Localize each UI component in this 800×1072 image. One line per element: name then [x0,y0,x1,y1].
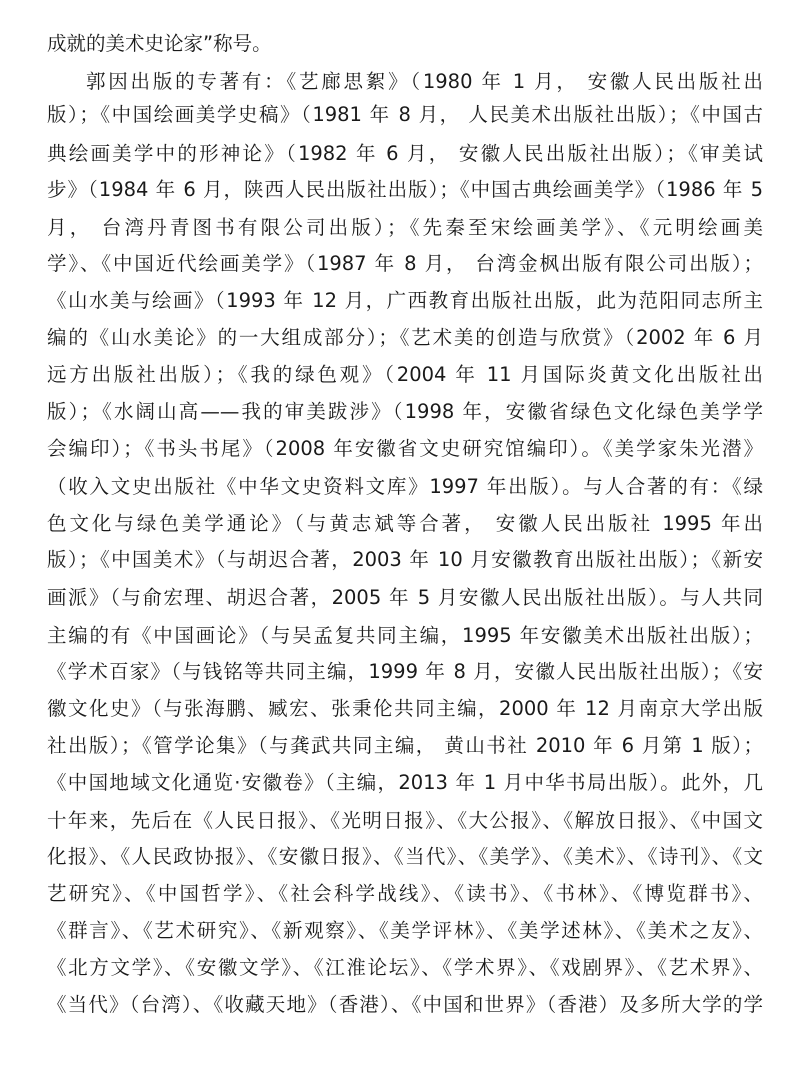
text-line: 社出版）；《管学论集》（与龚武共同主编， 黄山书社 2010 年 6 月第 1 版）； [47,734,763,757]
text-line: 典绘画美学中的形神论》（1982 年 6 月， 安徽人民出版社出版）；《审美试 [47,142,763,165]
paragraph-start-line: 郭因出版的专著有：《艺廊思絮》（1980 年 1 月， 安徽人民出版社出 [86,70,763,93]
text-line: 《当代》（台湾）、《收藏天地》（香港）、《中国和世界》（香港）及多所大学的学 [47,993,763,1016]
text-line: 主编的有《中国画论》（与吴孟复共同主编，1995 年安徽美术出版社出版）； [47,624,763,647]
text-line: 《中国地域文化通览·安徽卷》（主编，2013 年 1 月中华书局出版）。此外，几 [47,771,763,794]
text-line: 成就的美术史论家”称号。 [47,32,272,55]
text-line: 步》（1984 年 6 月，陕西人民出版社出版）；《中国古典绘画美学》（1986 年 5 [47,178,763,201]
text-line: 会编印）；《书头书尾》（2008 年安徽省文史研究馆编印）。《美学家朱光潜》 [47,437,763,460]
text-line: 徽文化史》（与张海鹏、臧宏、张秉伦共同主编，2000 年 12 月南京大学出版 [47,697,763,720]
text-line: 学》、《中国近代绘画美学》（1987 年 8 月， 台湾金枫出版有限公司出版）； [47,252,763,275]
text-line: 版）；《中国美术》（与胡迟合著，2003 年 10 月安徽教育出版社出版）；《新安 [47,548,763,571]
text-line: （收入文史出版社《中华文史资料文库》1997 年出版）。与人合著的有：《绿 [47,475,763,498]
text-line: 版）；《水阔山高——我的审美跋涉》（1998 年，安徽省绿色文化绿色美学学 [47,400,763,423]
text-line: 《学术百家》（与钱铭等共同主编，1999 年 8 月，安徽人民出版社出版）；《安 [47,660,763,683]
text-line: 画派》（与俞宏理、胡迟合著，2005 年 5 月安徽人民出版社出版）。与人共同 [47,586,763,609]
text-line: 十年来，先后在《人民日报》、《光明日报》、《大公报》、《解放日报》、《中国文 [47,809,763,832]
text-line: 远方出版社出版）；《我的绿色观》（2004 年 11 月国际炎黄文化出版社出 [47,363,763,386]
text-line: 《群言》、《艺术研究》、《新观察》、《美学评林》、《美学述林》、《美术之友》、 [47,919,763,942]
text-line: 月， 台湾丹青图书有限公司出版）；《先秦至宋绘画美学》、《元明绘画美 [47,216,763,239]
text-line: 《北方文学》、《安徽文学》、《江淮论坛》、《学术界》、《戏剧界》、《艺术界》、 [47,956,763,979]
text-line: 版）；《中国绘画美学史稿》（1981 年 8 月， 人民美术出版社出版）；《中国古 [47,103,763,126]
text-line: 编的《山水美论》的一大组成部分）；《艺术美的创造与欣赏》（2002 年 6 月 [47,326,763,349]
text-line: 化报》、《人民政协报》、《安徽日报》、《当代》、《美学》、《美术》、《诗刊》、《文 [47,845,763,868]
text-line: 《山水美与绘画》（1993 年 12 月，广西教育出版社出版，此为范阳同志所主 [47,289,763,312]
text-line: 色文化与绿色美学通论》（与黄志斌等合著， 安徽人民出版社 1995 年出 [47,512,763,535]
text-line: 艺研究》、《中国哲学》、《社会科学战线》、《读书》、《书林》、《博览群书》、 [47,882,763,905]
